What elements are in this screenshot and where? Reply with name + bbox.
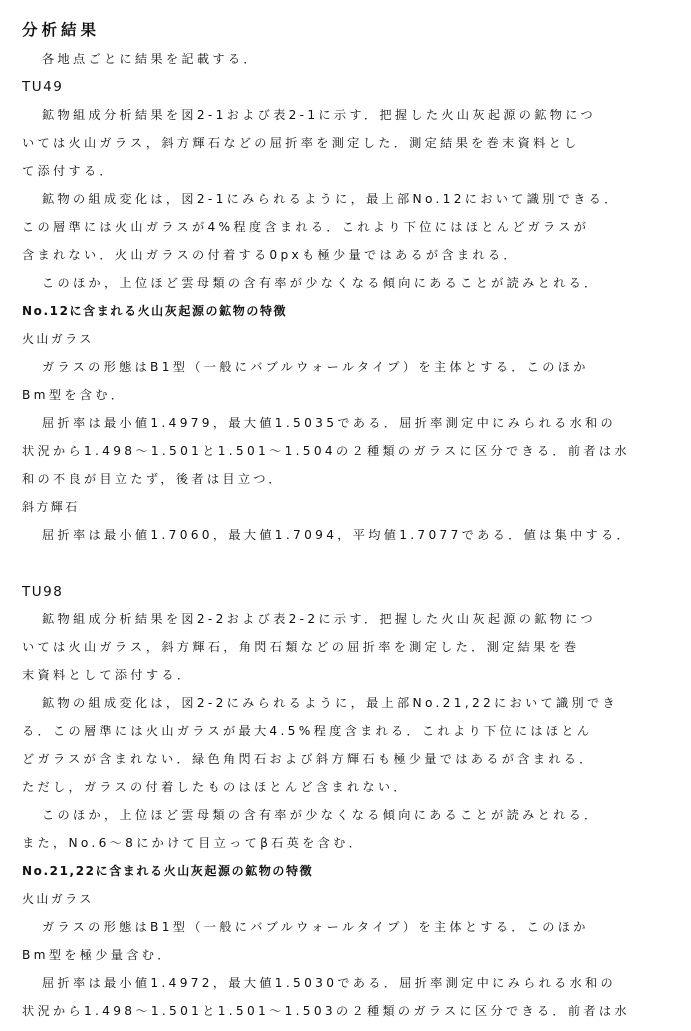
paragraph-line: このほか，上位ほど雲母類の含有率が少なくなる傾向にあることが読みとれる． <box>42 276 600 290</box>
mineral-label-opx: 斜方輝石 <box>22 500 80 514</box>
paragraph-line: Bm型を含む． <box>22 388 127 402</box>
paragraph-line: このほか，上位ほど雲母類の含有率が少なくなる傾向にあることが読みとれる． <box>42 808 600 822</box>
paragraph-line: いては火山ガラス，斜方輝石などの屈折率を測定した．測定結果を巻末資料とし <box>22 136 580 150</box>
section-heading-tu49: TU49 <box>22 79 64 95</box>
subsection-heading-no21-22: No.21,22に含まれる火山灰起源の鉱物の特徴 <box>22 864 314 878</box>
page-title: 分析結果 <box>22 21 101 39</box>
paragraph-line: て添付する． <box>22 164 115 178</box>
mineral-label-glass: 火山ガラス <box>22 892 94 906</box>
paragraph-line: 屈折率は最小値1.4979，最大値1.5035である．屈折率測定中にみられる水和の <box>42 416 617 430</box>
paragraph-line: また，No.6～8にかけて目立ってβ石英を含む． <box>22 836 365 850</box>
paragraph-line: 末資料として添付する． <box>22 668 193 682</box>
paragraph-line: Bm型を極少量含む． <box>22 948 173 962</box>
paragraph-line: 和の不良が目立たず，後者は目立つ． <box>22 472 284 486</box>
paragraph-line: 屈折率は最小値1.4972，最大値1.5030である．屈折率測定中にみられる水和の <box>42 976 617 990</box>
paragraph-line: この層準には火山ガラスが4%程度含まれる．これより下位にはほとんどガラスが <box>22 220 590 234</box>
paragraph-line: ガラスの形態はB1型（一般にバブルウォールタイプ）を主体とする．このほか <box>42 920 589 934</box>
paragraph-line: 屈折率は最小値1.7060，最大値1.7094，平均値1.7077である．値は集中する． <box>42 528 633 542</box>
paragraph-line: いては火山ガラス，斜方輝石，角閃石類などの屈折率を測定した．測定結果を巻 <box>22 640 580 654</box>
mineral-label-glass: 火山ガラス <box>22 332 94 346</box>
intro-text: 各地点ごとに結果を記載する． <box>42 52 259 66</box>
paragraph-line: 含まれない．火山ガラスの付着する0pxも極少量ではあるが含まれる． <box>22 248 519 262</box>
section-heading-tu98: TU98 <box>22 584 64 600</box>
paragraph-line: る．この層準には火山ガラスが最大4.5%程度含まれる．これより下位にはほとん <box>22 724 593 738</box>
paragraph-line: ただし，ガラスの付着したものはほとんど含まれない． <box>22 780 409 794</box>
paragraph-line: 鉱物組成分析結果を図2-1および表2-1に示す．把握した火山灰起源の鉱物につ <box>42 108 596 122</box>
paragraph-line: 鉱物の組成変化は，図2-1にみられるように，最上部No.12において識別できる． <box>42 192 620 206</box>
paragraph-line: ガラスの形態はB1型（一般にバブルウォールタイプ）を主体とする．このほか <box>42 360 589 374</box>
paragraph-line: 状況から1.498～1.501と1.501～1.504の２種類のガラスに区分できる．前者は水 <box>22 444 630 458</box>
paragraph-line: 鉱物組成分析結果を図2-2および表2-2に示す．把握した火山灰起源の鉱物につ <box>42 612 596 626</box>
paragraph-line: 状況から1.498～1.501と1.501～1.503の２種類のガラスに区分できる．前者は水 <box>22 1004 630 1018</box>
paragraph-line: 鉱物の組成変化は，図2-2にみられるように，最上部No.21,22において識別でき <box>42 696 618 710</box>
paragraph-line: どガラスが含まれない．緑色角閃石および斜方輝石も極少量ではあるが含まれる． <box>22 752 595 766</box>
subsection-heading-no12: No.12に含まれる火山灰起源の鉱物の特徴 <box>22 304 288 318</box>
